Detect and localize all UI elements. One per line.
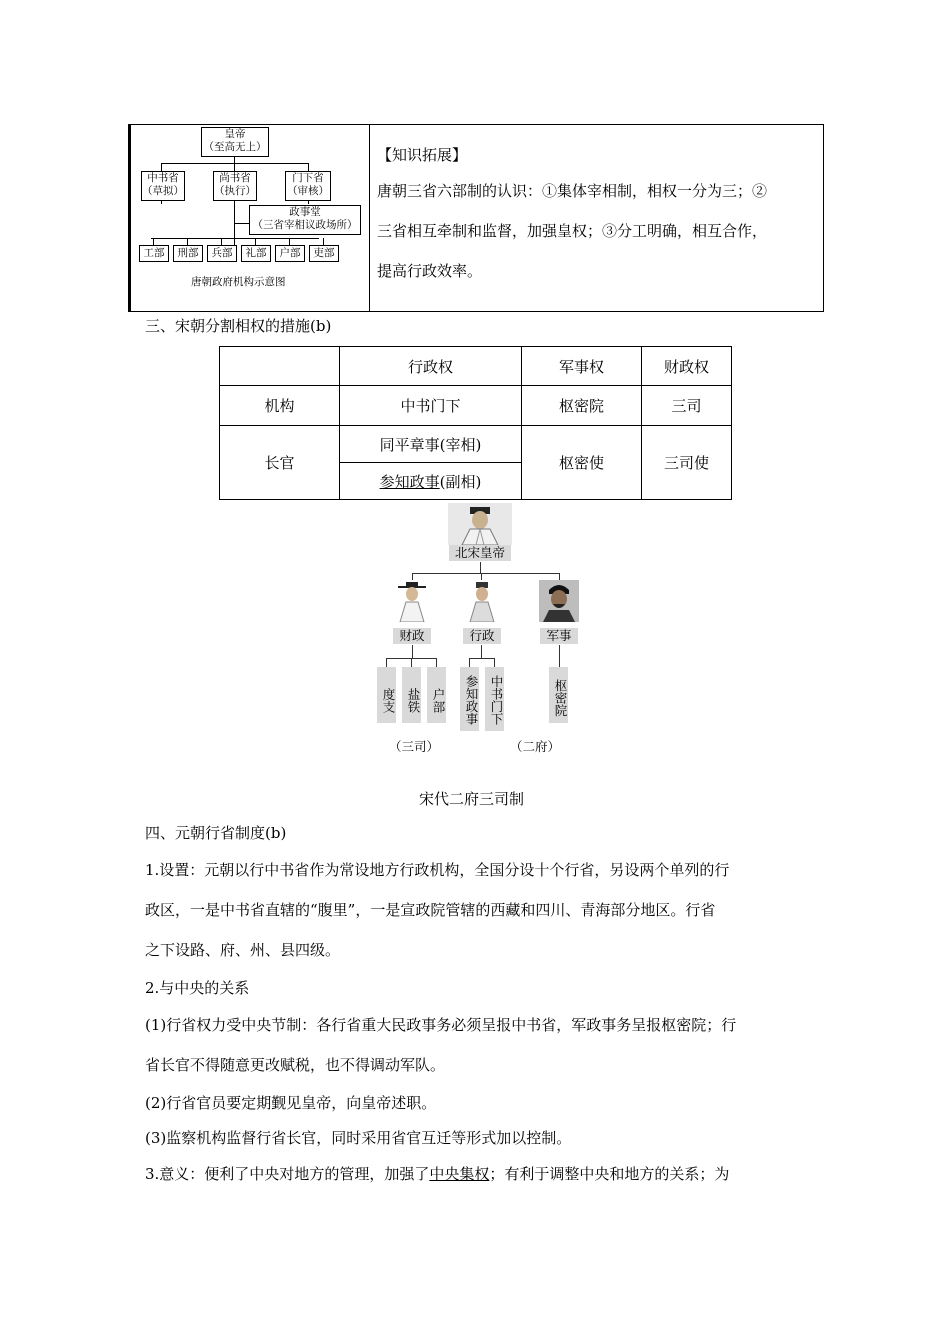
finance-label: 财政 (393, 628, 431, 644)
section3-heading: 三、宋朝分割相权的措施(b) (145, 317, 332, 335)
song-emperor-label: 北宋皇帝 (449, 545, 511, 561)
song-power-table (219, 346, 732, 500)
connector (234, 238, 235, 245)
s4-p2-heading: 2.与中央的关系 (145, 979, 250, 997)
s4-p2-3: (3)监察机构监督行省长官，同时采用省官互迁等形式加以控制。 (145, 1129, 572, 1147)
s4-p2-2: (2)行省官员要定期觐见皇帝，向皇帝述职。 (145, 1094, 437, 1112)
connector (411, 658, 412, 667)
military-label: 军事 (540, 628, 578, 644)
connector (412, 573, 560, 574)
tang-knowledge-box (128, 124, 824, 312)
cell-military-official: 枢密使 (522, 426, 642, 500)
sub-canzhi-zhengshi: 参知政事 (460, 667, 479, 731)
tang-emperor-note: （至高无上） (203, 141, 267, 153)
table-header-finance: 财政权 (642, 347, 732, 386)
sub-duzhi: 度支 (377, 667, 396, 723)
connector (323, 238, 324, 245)
connector (308, 163, 309, 171)
connector (187, 238, 188, 245)
table-header-admin: 行政权 (340, 347, 522, 386)
admin-official-portrait (467, 580, 497, 622)
knowledge-title: 【知识拓展】 (377, 146, 468, 164)
knowledge-line-3: 提高行政效率。 (377, 262, 483, 280)
s4-p1-line-2: 政区，一是中书省直辖的“腹里”，一是宣政院管辖的西藏和四川、青海部分地区。行省 (145, 901, 716, 919)
box-divider (369, 125, 370, 311)
tang-chart (129, 125, 369, 311)
erfu-label: （二府） (510, 739, 561, 754)
connector (469, 658, 470, 667)
shangshu-note: （执行） (214, 185, 256, 197)
connector (436, 658, 437, 667)
row-label-official: 长官 (220, 426, 340, 500)
sub-hubu: 户部 (427, 667, 446, 723)
cell-admin-institution: 中书门下 (340, 386, 522, 426)
zhengshitang-label: 政事堂 (289, 206, 321, 218)
tang-zhengshitang-box (249, 205, 361, 235)
s4-p2-1-line-2: 省长官不得随意更改赋税，也不得调动军队。 (145, 1056, 446, 1074)
knowledge-line-1: 唐朝三省六部制的认识：①集体宰相制，相权一分为三；② (377, 182, 768, 200)
zhongshu-label: 中书省 (147, 172, 179, 184)
tang-emperor-label: 皇帝 (224, 128, 246, 140)
cell-finance-institution: 三司 (642, 386, 732, 426)
sansi-label: （三司） (389, 739, 440, 754)
connector (308, 200, 309, 204)
zhengshitang-note: （三省宰相议政场所） (252, 219, 358, 231)
menxia-label: 门下省 (292, 172, 324, 184)
connector (153, 238, 154, 245)
tang-chart-caption: 唐朝政府机构示意图 (191, 276, 286, 288)
knowledge-line-2: 三省相互牵制和监督，加强皇权；③分工明确，相互合作， (377, 222, 768, 240)
ministry-box: 兵部 (207, 245, 237, 262)
connector (234, 163, 235, 171)
cell-admin-official-b-rest: (副相) (439, 472, 482, 491)
connector (255, 238, 256, 245)
s4-p2-1-line-1: (1)行省权力受中央节制：各行省重大民政事务必须呈报中书省，军政事务呈报枢密院；行 (145, 1016, 737, 1034)
zhongshu-note: （草拟） (142, 185, 184, 197)
sub-shumiyuan: 枢密院 (549, 667, 568, 723)
admin-label: 行政 (463, 628, 501, 644)
tang-menxia-box (285, 171, 331, 201)
connector (386, 658, 387, 667)
song-diagram-caption: 宋代二府三司制 (419, 790, 525, 808)
cell-admin-official-b (340, 463, 522, 500)
connector (151, 238, 319, 239)
sub-zhongshu-menxia: 中书门下 (485, 667, 504, 731)
ministry-box: 吏部 (309, 245, 339, 262)
table-header-empty (220, 347, 340, 386)
connector (481, 573, 482, 580)
underlined-term: 中央集权 (429, 1165, 490, 1183)
tang-zhongshu-box (141, 171, 185, 201)
ministry-box: 刑部 (173, 245, 203, 262)
sub-yantie: 盐铁 (402, 667, 421, 723)
row-label-institution: 机构 (220, 386, 340, 426)
connector (161, 200, 162, 204)
connector (469, 658, 495, 659)
connector (289, 238, 290, 245)
s4-p3-after: ；有利于调整中央和地方的关系；为 (489, 1165, 730, 1183)
cell-military-institution: 枢密院 (522, 386, 642, 426)
connector (234, 223, 249, 224)
underlined-term: 参知政事 (379, 472, 440, 491)
menxia-note: （审核） (287, 185, 329, 197)
section4-heading: 四、元朝行省制度(b) (145, 824, 287, 842)
ministry-box: 工部 (139, 245, 169, 262)
connector (412, 573, 413, 580)
finance-official-portrait (397, 580, 427, 622)
shangshu-label: 尚书省 (219, 172, 251, 184)
connector (221, 238, 222, 245)
s4-p1-line-1: 1.设置：元朝以行中书省作为常设地方行政机构，全国分设十个行省，另设两个单列的行 (145, 861, 730, 879)
connector (494, 658, 495, 667)
s4-p3-before: 3.意义：便利了中央对地方的管理，加强了 (145, 1165, 430, 1183)
connector (559, 645, 560, 667)
ministry-box: 户部 (275, 245, 305, 262)
cell-finance-official: 三司使 (642, 426, 732, 500)
military-official-portrait (539, 580, 579, 622)
connector (481, 645, 482, 659)
connector (234, 156, 235, 163)
s4-p1-line-3: 之下设路、府、州、县四级。 (145, 941, 341, 959)
tang-shangshu-box (213, 171, 257, 201)
connector (412, 645, 413, 659)
table-header-military: 军事权 (522, 347, 642, 386)
emperor-portrait (448, 503, 512, 545)
cell-admin-official-a: 同平章事(宰相) (340, 426, 522, 463)
connector (559, 573, 560, 580)
connector (161, 163, 162, 171)
ministry-box: 礼部 (241, 245, 271, 262)
s4-p3-line (145, 1164, 729, 1184)
tang-emperor-box (201, 127, 269, 157)
